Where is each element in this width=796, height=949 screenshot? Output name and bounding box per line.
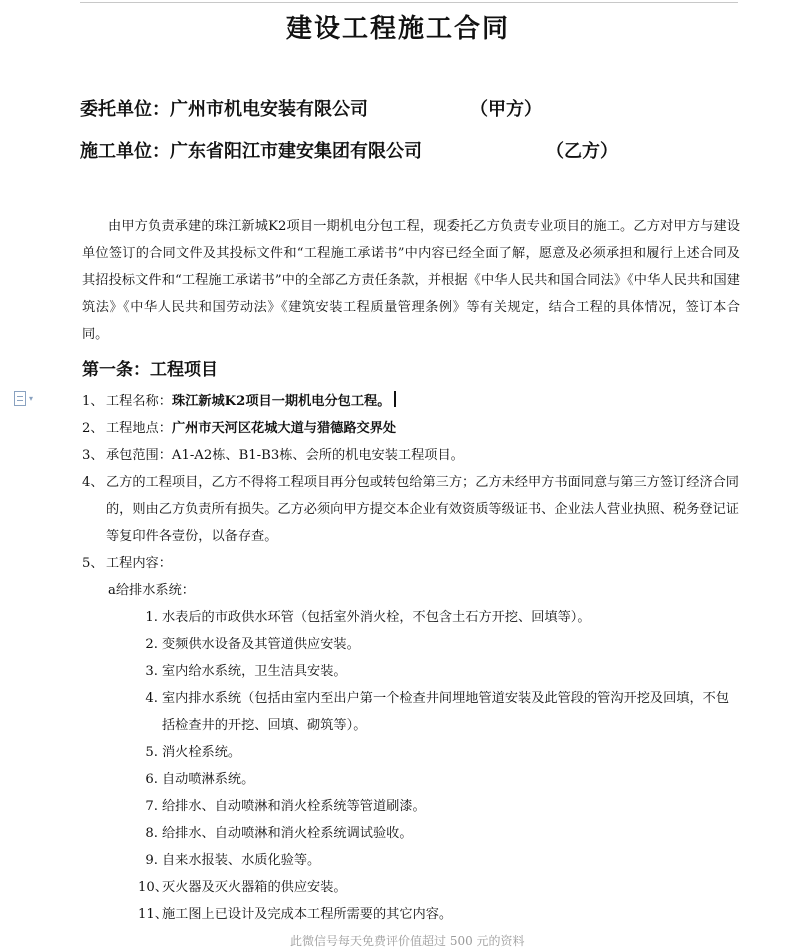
item-text: 工程内容： [106,556,172,571]
project-location: 广州市天河区花城大道与猎德路交界处 [171,421,397,436]
client-line [80,95,542,121]
client-role: （甲方） [470,99,542,120]
contractor-name: 广东省阳江市建安集团有限公司 [170,141,422,162]
client-name: 广州市机电安装有限公司 [170,99,368,120]
item-text: 承包范围：A1-A2栋、B1-B3栋、会所的机电安装工程项目。 [106,448,464,463]
chevron-down-icon: ▾ [29,394,34,403]
client-label: 委托单位： [80,99,170,120]
item-label: 工程地点： [106,421,172,436]
subsection-heading: a给排水系统： [108,583,195,598]
article-1-heading: 第一条：工程项目 [82,360,218,380]
contractor-line [80,137,618,163]
contractor-label: 施工单位： [80,141,170,162]
intro-paragraph: 由甲方负责承建的珠江新城K2项目一期机电分包工程，现委托乙方负责专业项目的施工。乙方对甲方与建设单位签订的合同文件及其投标文件和“工程施工承诺书”中内容已经全面了解，愿意及必须承担和履行上述合同及其招投标文件和“工程施工承诺书”中的全部乙方责任条款，并根据《中华人民共和国合同法》《中华人民共和国建筑法》《中华人民共和国劳动法》《建筑安装工程质量管理条例》等有关规定，结合工程的具体情况，签订本合同。 [82,219,740,342]
item-text: 乙方的工程项目，乙方不得将工程项目再分包或转包给第三方；乙方未经甲方书面同意与第三方签订经济合同的，则由乙方负责所有损失。乙方必须向甲方提交本企业有效资质等级证书、企业法人营业执照、税务登记证等复印件各壹份，以备存查。 [106,475,739,544]
project-name: 珠江新城K2项目一期机电分包工程。 [171,394,391,409]
document-icon [14,391,26,406]
item-label: 工程名称： [106,394,172,409]
document-title: 建设工程施工合同 [285,14,510,44]
footer-watermark-note: 此微信号每天免费评价值超过 500 元的资料 [290,934,525,948]
page-top-border [80,2,738,3]
paragraph-options-icon[interactable] [14,391,40,407]
text-cursor [394,391,396,407]
contractor-role: （乙方） [546,141,618,162]
